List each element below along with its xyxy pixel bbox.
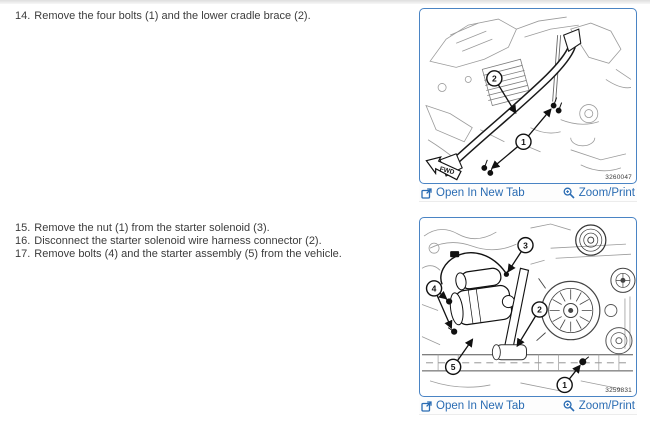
figure-number: 3260047	[605, 174, 632, 181]
zoom-print-label: Zoom/Print	[578, 400, 635, 412]
callout-2-label: 2	[537, 304, 542, 315]
zoom-print-link[interactable]	[563, 187, 635, 199]
callout-1-label: 1	[521, 136, 526, 147]
top-strip	[0, 0, 650, 4]
figure-panel-starter	[419, 217, 637, 415]
callout-1-label: 1	[562, 380, 568, 391]
step-item-14	[15, 10, 415, 23]
callout-4-label: 4	[431, 283, 437, 294]
callout-3	[508, 238, 533, 272]
step-number: 16.	[15, 235, 31, 247]
callout-3-label: 3	[523, 240, 528, 251]
step-item-15	[15, 222, 415, 235]
step-text: Remove the four bolts (1) and the lower cradle brace (2).	[34, 10, 311, 22]
zoom-print-link[interactable]	[563, 400, 635, 412]
callout-5	[446, 340, 473, 375]
open-in-new-tab-icon	[421, 188, 432, 199]
figure-image-cradle-brace[interactable]	[419, 8, 637, 184]
figure-panel-cradle-brace	[419, 8, 637, 202]
callout-1	[557, 366, 580, 393]
magnifier-icon	[563, 400, 575, 412]
figure-link-bar	[419, 397, 637, 415]
figure-number: 3259831	[605, 387, 632, 394]
magnifier-icon	[563, 187, 575, 199]
step-text: Remove bolts (4) and the starter assembly (5) from the vehicle.	[34, 248, 342, 260]
callout-2	[517, 302, 547, 346]
figure-link-bar	[419, 184, 637, 202]
open-in-new-tab-label: Open In New Tab	[436, 400, 525, 412]
open-in-new-tab-label: Open In New Tab	[436, 187, 525, 199]
callout-2-label: 2	[491, 73, 497, 84]
callout-4	[427, 281, 452, 328]
step-text: Disconnect the starter solenoid wire harness connector (2).	[34, 235, 322, 247]
step-number: 17.	[15, 248, 31, 260]
step-item-16	[15, 235, 415, 248]
zoom-print-label: Zoom/Print	[578, 187, 635, 199]
figure-image-starter[interactable]	[419, 217, 637, 397]
mount-cylinder-art	[492, 345, 526, 360]
pulleys-art	[576, 225, 635, 354]
open-in-new-tab-link[interactable]	[421, 187, 525, 199]
open-in-new-tab-icon	[421, 401, 432, 412]
starter-drawing	[420, 218, 636, 396]
callout-5-label: 5	[450, 362, 456, 373]
step-item-17	[15, 248, 415, 261]
step-number: 14.	[15, 10, 31, 22]
open-in-new-tab-link[interactable]	[421, 400, 525, 412]
step-number: 15.	[15, 222, 31, 234]
step-text: Remove the nut (1) from the starter solenoid (3).	[34, 222, 270, 234]
cradle-brace-drawing	[420, 9, 636, 183]
fwd-label: FWD	[438, 165, 455, 177]
